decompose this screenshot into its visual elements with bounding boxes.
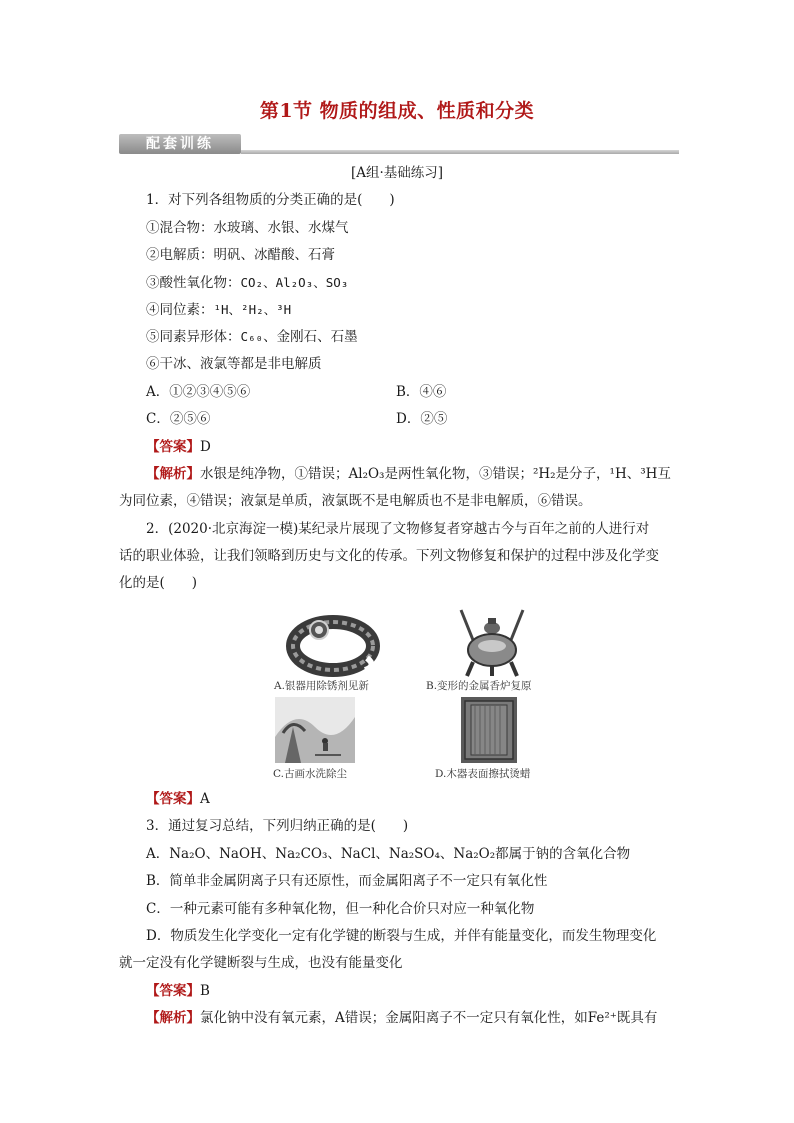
q1-answer-value: D bbox=[200, 439, 211, 455]
q3-option-d-line-2: 就一定没有化学键断裂与生成，也没有能量变化 bbox=[119, 955, 403, 971]
banner-label: 配套训练 bbox=[119, 134, 241, 154]
q1-stem: 1．对下列各组物质的分类正确的是( ) bbox=[146, 192, 395, 208]
q2-stem-line-3: 化的是( ) bbox=[119, 575, 198, 591]
q3-analysis-line-1 bbox=[146, 1008, 657, 1028]
analysis-tag: 【解析】 bbox=[146, 1010, 200, 1026]
q3-stem: 3．通过复习总结，下列归纳正确的是( ) bbox=[146, 818, 409, 834]
q1-item-5-rest: 、金刚石、石墨 bbox=[263, 329, 358, 345]
q2-answer bbox=[146, 789, 210, 809]
wooden-door-image bbox=[461, 697, 517, 763]
q3-option-b: B．简单非金属阴离子只有还原性，而金属阳离子不一定只有氧化性 bbox=[146, 873, 548, 889]
answer-tag: 【答案】 bbox=[146, 983, 200, 999]
q1-item-2: ②电解质：明矾、冰醋酸、石膏 bbox=[146, 247, 335, 263]
q2-stem-line-2: 话的职业体验，让我们领略到历史与文化的传承。下列文物修复和保护的过程中涉及化学变 bbox=[119, 548, 659, 564]
q1-option-a: A．①②③④⑤⑥ bbox=[146, 384, 251, 400]
q1-analysis-line-1 bbox=[146, 464, 671, 484]
q1-item-1: ①混合物：水玻璃、水银、水煤气 bbox=[146, 220, 349, 236]
caption-b: B.变形的金属香炉复原 bbox=[426, 680, 532, 692]
q1-option-b: B．④⑥ bbox=[396, 384, 447, 400]
q1-item-3 bbox=[146, 273, 348, 293]
answer-tag: 【答案】 bbox=[146, 439, 200, 455]
q1-item-3-formula: CO₂、Al₂O₃、SO₃ bbox=[240, 275, 349, 290]
q2-stem-line-1: 2．(2020·北京海淀一模)某纪录片展现了文物修复者穿越古今与百年之前的人进行对 bbox=[146, 521, 650, 537]
answer-tag: 【答案】 bbox=[146, 791, 200, 807]
q1-item-4-label: ④同位素： bbox=[146, 302, 214, 318]
q3-option-c: C．一种元素可能有多种氧化物，但一种化合价只对应一种氧化物 bbox=[146, 901, 535, 917]
caption-a: A.银器用除锈剂见新 bbox=[274, 680, 369, 692]
page-title: 第1节 物质的组成、性质和分类 bbox=[259, 100, 535, 122]
q1-analysis-line-2: 为同位素，④错误；液氯是单质，液氯既不是电解质也不是非电解质，⑥错误。 bbox=[119, 493, 592, 509]
incense-burner-image bbox=[455, 606, 529, 678]
q3-option-d-line-1: D．物质发生化学变化一定有化学键的断裂与生成，并伴有能量变化，而发生物理变化 bbox=[146, 928, 657, 944]
q1-item-3-label: ③酸性氧化物： bbox=[146, 275, 241, 291]
q1-answer bbox=[146, 437, 211, 457]
q1-option-c: C．②⑤⑥ bbox=[146, 411, 211, 427]
q3-analysis-text-1: 氯化钠中没有氧元素，A错误；金属阳离子不一定只有氧化性，如Fe²⁺既具有 bbox=[200, 1010, 658, 1026]
q1-item-6: ⑥干冰、液氯等都是非电解质 bbox=[146, 356, 322, 372]
caption-d: D.木器表面擦拭烫蜡 bbox=[435, 768, 531, 780]
q1-item-5-formula: C₆₀ bbox=[240, 329, 264, 344]
ancient-painting-image bbox=[275, 697, 355, 763]
q3-option-a: A．Na₂O、NaOH、Na₂CO₃、NaCl、Na₂SO₄、Na₂O₂都属于钠的含氧化合物 bbox=[146, 846, 631, 862]
q1-item-4 bbox=[146, 300, 291, 320]
banner-rule bbox=[241, 150, 679, 154]
section-banner bbox=[119, 133, 679, 155]
q1-item-5 bbox=[146, 327, 358, 347]
q3-answer bbox=[146, 981, 210, 1001]
q1-option-d: D．②⑤ bbox=[396, 411, 448, 427]
analysis-tag: 【解析】 bbox=[146, 466, 200, 482]
silver-bracelet-image bbox=[281, 606, 385, 678]
caption-c: C.古画水洗除尘 bbox=[273, 768, 347, 780]
q3-answer-value: B bbox=[200, 983, 210, 999]
q1-analysis-text-1: 水银是纯净物，①错误；Al₂O₃是两性氧化物，③错误；²H₂是分子，¹H、³H互 bbox=[200, 466, 671, 482]
q1-item-4-formula: ¹H、²H₂、³H bbox=[213, 302, 292, 317]
q2-answer-value: A bbox=[200, 791, 210, 807]
section-heading: [A组·基础练习] bbox=[350, 165, 444, 181]
q1-item-5-label: ⑤同素异形体： bbox=[146, 329, 241, 345]
